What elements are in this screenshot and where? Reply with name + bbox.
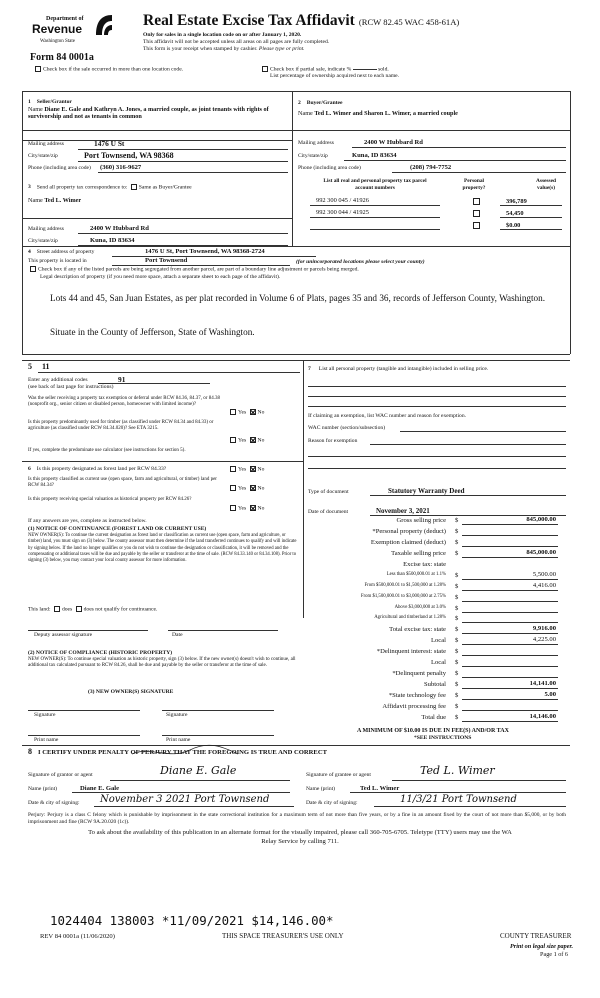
parcel-1-value: 396,789: [506, 198, 527, 205]
notice2-title: (2) NOTICE OF COMPLIANCE (HISTORIC PROPERTY): [28, 650, 173, 656]
print-name-label-1: Print name: [34, 737, 59, 743]
multi-location-check[interactable]: Check box if the sale occurred in more than one location code.: [33, 66, 183, 73]
buyer-heading: 2 Buyer/Grantee: [298, 100, 343, 106]
grantor-date-label: Date & city of signing:: [28, 800, 80, 806]
county-treasurer: COUNTY TREASURER: [500, 932, 572, 940]
sig-grantor: Diane E. Gale: [160, 764, 237, 777]
notice2-body: NEW OWNER(S): To continue special valuation as historic property, sign (3) below. If the new owner(s) doesn't wish to continue, all additional tax calculated pursuant to RCW 84.26, shall be due and payable by the seller or transferor at the time of sale.: [28, 657, 296, 669]
sec6-q3: Is this property receiving special valuation as historical property per RCW 84.26?: [28, 497, 192, 502]
seller-mailing-label: Mailing address: [28, 141, 64, 147]
sec5-q2-answer[interactable]: Yes No: [228, 437, 264, 444]
reason-label: Reason for exemption: [308, 438, 358, 444]
tax-corr-mailing: 2400 W Hubbard Rd: [90, 225, 149, 232]
tax-bracket-3: From $1,500,000.01 to $3,000,000 at 2.75% $: [308, 594, 558, 602]
signature-label-2: Signature: [166, 712, 188, 718]
located-note: (for unincorporated locations please select your county): [296, 259, 425, 265]
legal-desc-2: Situate in the County of Jefferson, State of Washington.: [50, 327, 255, 337]
tax-corr-heading: 3 Send all property tax correspondence to: Same as Buyer/Grantee: [28, 184, 192, 191]
seller-phone: (360) 316-9627: [100, 164, 142, 171]
seller-city-label: City/state/zip: [28, 153, 58, 159]
parcel-2: 992 300 044 / 41925: [316, 209, 369, 216]
sec5-code: 11: [42, 362, 50, 371]
buyer-city-label: City/state/zip: [298, 153, 328, 159]
doc-date: November 3, 2021: [376, 507, 430, 515]
seller-name: Name Diane E. Gale and Kathryn A. Jones, a married couple, as joint tenants with rights of survivorship and not as tenants in common: [28, 106, 269, 120]
title-main: Real Estate Excise Tax Affidavit: [143, 12, 355, 29]
seller-heading: 1 Seller/Grantor: [28, 99, 72, 105]
additional-codes-note: (see back of last page for instructions): [28, 384, 114, 390]
sec6-q3-answer[interactable]: Yes No: [228, 505, 264, 512]
does-not-checkbox[interactable]: [76, 606, 82, 612]
tax-delinq-int: *Delinquent interest: state $: [308, 648, 558, 656]
parcel-2-value: 54,450: [506, 210, 524, 217]
doc-type: Statutory Warranty Deed: [388, 487, 465, 495]
perjury-text: Perjury: Perjury is a class C felony which is punishable by imprisonment in the state correctional institution for a maximum term of not more than five years, or by a fine in an amount fixed by the court of not more than $5,000, or by both imprisonment and fine (RCW 9A.20.020 (1c)).: [28, 812, 566, 825]
grantee-date-label: Date & city of signing:: [306, 800, 358, 806]
sig-grantor-label: Signature of grantor or agent: [28, 772, 93, 778]
doc-date-label: Date of document: [308, 509, 349, 515]
grantee-date: 11/3/21 Port Townsend: [400, 794, 517, 805]
grantor-name-label: Name (print): [28, 786, 58, 792]
sec6-q2-answer[interactable]: Yes No: [228, 485, 264, 492]
rev-number: REV 84 0001a (11/06/2020): [40, 933, 115, 940]
seller-mailing: 1476 U St: [94, 139, 125, 148]
tax-delinq-pen: *Delinquent penalty $: [308, 670, 558, 678]
logo-dept: Department of: [46, 16, 84, 22]
parcels-col2: Personal property?: [462, 178, 486, 191]
tax-local-2: Local $: [308, 659, 558, 667]
sec6-if-yes: If any answers are yes, complete as instructed below.: [28, 518, 147, 524]
seller-city: Port Townsend, WA 98368: [84, 151, 174, 160]
legal-desc-label: Legal description of property (if you need more space, attach a separate sheet to each page of the affidavit).: [40, 274, 281, 280]
sec5-q1-answer[interactable]: Yes No: [228, 409, 264, 416]
notice1-body: NEW OWNER(S): To continue the current designation as forest land or classification as current use (open space, farm and agriculture, or timber) land, you must sign on (3) below. The county assessor must then determine if the land transferred continues to qualify and will indicate by signing below. If the land no longer qualifies or you do not wish to continue the designation or classification, it will be removed and the compensating or additional taxes will be due and payable by the seller or transferor at the time of sale. (RCW 84.33.140 or 84.34.108). Prior to signing (3) below, you may contact your local county assessor for more information.: [28, 533, 297, 564]
tax-taxable: Taxable selling price $ 845,000.00: [391, 549, 556, 557]
street-label: 4 Street address of property: [28, 249, 95, 255]
minimum-due: A MINIMUM OF $10.00 IS DUE IN FEE(S) AND/OR TAX: [357, 728, 509, 734]
doc-type-label: Type of document: [308, 489, 349, 495]
grantor-name: Diane E. Gale: [80, 785, 120, 792]
logo-revenue: Revenue: [32, 22, 83, 36]
grantor-date: November 3 2021 Port Townsend: [100, 794, 270, 805]
tax-personal: *Personal property (deduct) $: [308, 528, 558, 536]
tax-bracket-1: Less than $500,000.01 at 1.1% $ 5,500.00: [386, 571, 556, 579]
personal-prop-label: 7 List all personal property (tangible and intangible) included in selling price.: [308, 366, 489, 372]
tax-bracket-5: Agricultural and timberland at 1.28% $: [308, 615, 558, 623]
street-address: 1476 U St, Port Townsend, WA 98368-2724: [145, 248, 265, 255]
buyer-phone: (208) 794-7752: [410, 164, 452, 171]
tax-local: Local $ 4,225.00: [430, 636, 556, 644]
tax-exemption: Exemption claimed (deduct) $: [308, 539, 558, 547]
located-value: Port Townsend: [145, 257, 188, 264]
header-note1: Only for sales in a single location code on or after January 1, 2020.: [143, 32, 302, 38]
certify-line: 8 I CERTIFY UNDER PENALTY OF PERJURY THAT THE FOREGOING IS TRUE AND CORRECT: [28, 747, 327, 756]
tax-bracket-2: From $500,000.01 to $1,500,000 at 1.28% $ 4,416.00: [364, 582, 556, 590]
sec6-q1: 6 Is this property designated as forest land per RCW 84.33?: [28, 466, 167, 472]
seller-phone-label: Phone (including area code): [28, 165, 91, 171]
print-name-label-2: Print name: [166, 737, 191, 743]
parcel-3-personal-checkbox[interactable]: [473, 222, 480, 229]
certify-scribble: [130, 744, 240, 764]
grantee-name-label: Name (print): [306, 786, 336, 792]
partial-sale-check[interactable]: Check box if partial sale, indicate % sold.: [260, 66, 389, 73]
sec5-q2: Is this property predominantly used for timber (as classified under RCW 84.34 and 84.33) or agriculture (as classified under RCW 84.34.020)? See ETA 3215.: [28, 420, 214, 431]
tax-bracket-4: Above $3,000,000 at 3.0% $: [308, 605, 558, 613]
sec5-q3: If yes, complete the predominate use calculator (see instructions for section 5).: [28, 448, 186, 453]
tax-proc-fee: Affidavit processing fee $: [308, 703, 558, 711]
form-title: [143, 12, 459, 30]
sec5-q1: Was the seller receiving a property tax exemption or deferral under RCW 84.36, 84.37, or 84.38 (nonprofit org., senior citizen or disabled person, homeowner with limited income)?: [28, 396, 220, 407]
tax-corr-mailing-label: Mailing address: [28, 226, 64, 232]
tax-total-due: Total due $ 14,146.00: [421, 713, 556, 721]
tax-excise-state: Excise tax: state: [403, 561, 446, 568]
treasurer-use: THIS SPACE TREASURER'S USE ONLY: [222, 932, 344, 940]
header-note3: This form is your receipt when stamped by cashier. Please type or print.: [143, 46, 305, 52]
title-ref: (RCW 82.45 WAC 458-61A): [358, 17, 460, 27]
parcel-1: 992 300 045 / 41926: [316, 197, 369, 204]
list-percentage-note: List percentage of ownership acquired next to each name.: [270, 73, 400, 79]
buyer-mailing: 2400 W Hubbard Rd: [364, 139, 423, 146]
partial-sale-checkbox[interactable]: [262, 66, 268, 72]
sec5-num: 5 11: [28, 362, 50, 371]
tax-corr-name: Name Ted L. Wimer: [28, 197, 82, 204]
segregated-checkbox[interactable]: [30, 266, 36, 272]
buyer-mailing-label: Mailing address: [298, 140, 334, 146]
parcels-col3: Assessed value(s): [535, 178, 557, 191]
deputy-sig-label: Deputy assessor signature: [34, 632, 93, 638]
wa-logo-icon: [94, 13, 114, 37]
notice1-title: (1) NOTICE OF CONTINUANCE (FOREST LAND OR CURRENT USE): [28, 526, 207, 532]
dor-logo: [30, 12, 114, 48]
buyer-name: Name Ted L. Wimer and Sharon L. Wimer, a married couple: [298, 110, 458, 117]
sec6-q1-answer[interactable]: Yes No: [228, 466, 264, 473]
located-label: This property is located in: [28, 258, 87, 264]
header-note2: This affidavit will not be accepted unless all areas on all pages are fully completed.: [143, 39, 330, 45]
signature-label-1: Signature: [34, 712, 56, 718]
alt-format-text: To ask about the availability of this publication in an alternate format for the visually impaired, please call 360-705-6705. Teletype (TTY) users may use the WA Relay Service by calling 711.: [88, 829, 512, 845]
buyer-phone-label: Phone (including area code): [298, 165, 361, 171]
parcel-3-value: $0.00: [506, 222, 521, 229]
deputy-date-label: Date: [172, 632, 183, 638]
exemption-claim-label: If claiming an exemption, list WAC number and reason for exemption.: [308, 413, 467, 419]
parcel-2-personal-checkbox[interactable]: [473, 210, 480, 217]
page-number: Page 1 of 6: [540, 951, 569, 958]
grantee-name: Ted L. Wimer: [360, 785, 400, 792]
tax-total-state: Total excise tax: state $ 9,916.00: [389, 625, 556, 633]
additional-codes-label: Enter any additional codes: [28, 377, 88, 383]
buyer-city: Kuna, ID 83634: [352, 152, 397, 159]
legal-paper-note: Print on legal size paper.: [510, 943, 574, 950]
tax-tech-fee: *State technology fee $ 5.00: [388, 691, 556, 699]
legal-desc-1: Lots 44 and 45, San Juan Estates, as per plat recorded in Volume 6 of Plats, pages 35 and 36, records of Jefferson County, Washington.: [50, 293, 546, 303]
parcels-col1: List all real and personal property tax parcel account numbers: [323, 178, 427, 191]
see-instructions: *SEE INSTRUCTIONS: [414, 735, 472, 741]
parcel-1-personal-checkbox[interactable]: [473, 198, 480, 205]
sig-grantee: Ted L. Wimer: [420, 764, 495, 777]
sig-grantee-label: Signature of grantee or agent: [306, 772, 371, 778]
multi-location-checkbox[interactable]: [35, 66, 41, 72]
form-number: Form 84 0001a: [30, 52, 94, 63]
tax-corr-city: Kuna, ID 83634: [90, 237, 135, 244]
same-as-buyer-checkbox[interactable]: [131, 184, 137, 190]
tax-subtotal: Subtotal $ 14,141.00: [424, 680, 556, 688]
new-owner-sig: (3) NEW OWNER(S) SIGNATURE: [88, 689, 174, 695]
treasurer-receipt: 1024404 138003 *11/09/2021 $14,146.00*: [50, 913, 334, 928]
qualify-line: This land: does does not qualify for continuance.: [28, 606, 158, 613]
sec6-q2: Is this property classified as current use (open space, farm and agricultural, or timber) land per RCW 84.34?: [28, 477, 217, 488]
segregated-check[interactable]: Check box if any of the listed parcels are being segregated from another parcel, are part of a boundary line adjustment or parcels being merged.: [28, 266, 359, 273]
does-checkbox[interactable]: [54, 606, 60, 612]
logo-state: Washington State: [40, 39, 76, 44]
wac-label: WAC number (section/subsection): [308, 425, 386, 431]
tax-gross: Gross selling price $ 845,000.00: [396, 516, 556, 524]
additional-codes: 91: [118, 375, 126, 384]
tax-corr-city-label: City/state/zip: [28, 238, 58, 244]
